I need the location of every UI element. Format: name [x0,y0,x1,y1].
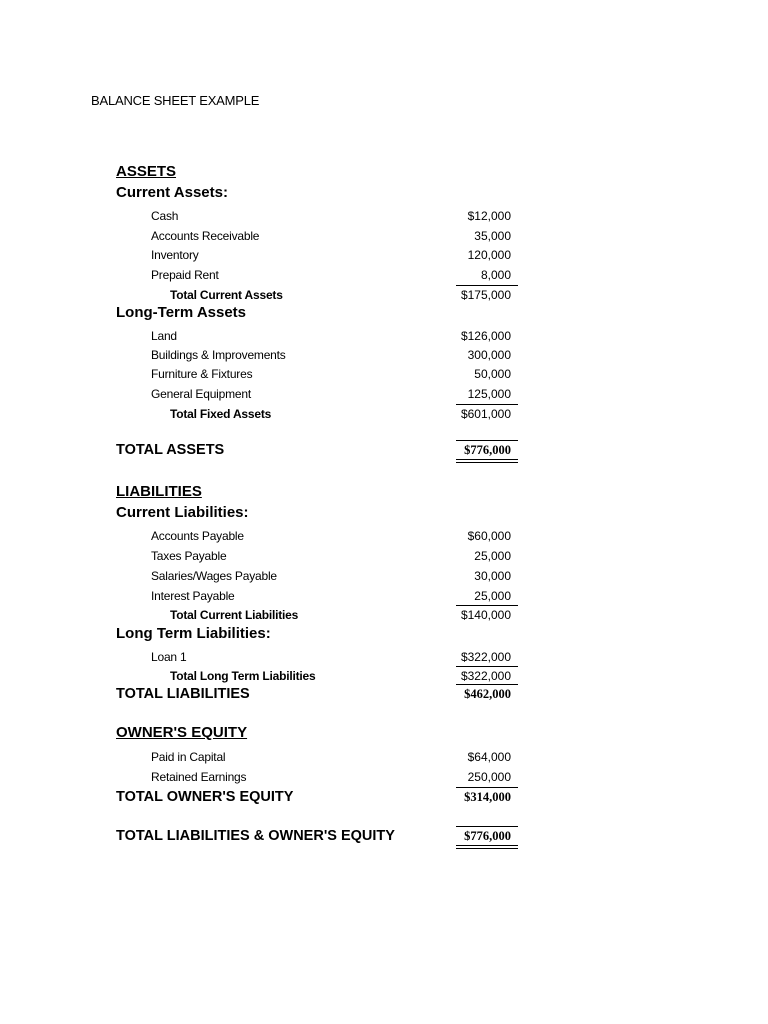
document-title: BALANCE SHEET EXAMPLE [91,93,260,108]
line-item-amount: 8,000 [480,268,511,282]
subtotal-row [0,605,768,625]
line-item [0,245,768,265]
line-item-label: Accounts Payable [151,529,244,543]
line-item [0,265,768,285]
line-item-label: Paid in Capital [151,750,226,764]
line-item [0,647,768,667]
line-item [0,326,768,346]
line-item [0,226,768,246]
equity-heading [0,724,768,744]
subtotal-row [0,285,768,305]
total-assets-row [0,440,768,460]
subtotal-amount: $601,000 [460,407,511,421]
section-heading: OWNER'S EQUITY [116,724,248,741]
double-rule [456,459,518,463]
line-item-amount: 250,000 [467,770,511,784]
line-item-amount: $60,000 [467,529,511,543]
subtotal-label: Total Current Liabilities [170,608,299,622]
subtotal-label: Total Current Assets [170,288,283,302]
rule-line [456,285,518,286]
line-item [0,526,768,546]
grand-total-label: TOTAL LIABILITIES & OWNER'S EQUITY [116,828,395,844]
line-item-label: Land [151,329,177,343]
section-heading: ASSETS [116,163,177,180]
long-term-liabilities-heading [0,625,768,645]
total-equity-row [0,787,768,807]
subtotal-label: Total Long Term Liabilities [170,669,316,683]
line-item [0,384,768,404]
line-item-label: Loan 1 [151,650,187,664]
total-amount: $314,000 [464,790,511,804]
subtotal-row [0,666,768,686]
total-label: TOTAL LIABILITIES [116,686,250,702]
rule-line [456,787,518,788]
rule-line [456,605,518,606]
line-item-amount: 35,000 [474,229,511,243]
current-liabilities-heading [0,504,768,524]
line-item-label: Buildings & Improvements [151,348,286,362]
long-term-assets-heading [0,304,768,324]
line-item-label: Salaries/Wages Payable [151,569,277,583]
subtotal-label: Total Fixed Assets [170,407,272,421]
line-item-label: Furniture & Fixtures [151,367,253,381]
line-item-amount: 120,000 [467,248,511,262]
double-rule [456,845,518,849]
line-item-label: Prepaid Rent [151,268,219,282]
subtotal-amount: $140,000 [460,608,511,622]
line-item-label: Retained Earnings [151,770,247,784]
rule-line [456,666,518,667]
line-item [0,364,768,384]
line-item [0,206,768,226]
line-item [0,566,768,586]
rule-line [456,440,518,441]
assets-heading [0,163,768,183]
total-label: TOTAL OWNER'S EQUITY [116,789,294,805]
rule-line [456,826,518,827]
line-item-amount: $64,000 [467,750,511,764]
line-item-amount: 125,000 [467,387,511,401]
rule-line [456,404,518,405]
line-item [0,546,768,566]
subtotal-amount: $175,000 [460,288,511,302]
line-item [0,747,768,767]
total-label: TOTAL ASSETS [116,442,225,458]
grand-total-amount: $776,000 [464,829,511,843]
current-assets-heading [0,184,768,204]
line-item-label: Interest Payable [151,589,235,603]
rule-line [456,684,518,685]
line-item-amount: $12,000 [467,209,511,223]
line-item-label: Cash [151,209,179,223]
line-item-amount: 25,000 [474,549,511,563]
line-item-amount: $126,000 [460,329,511,343]
line-item [0,767,768,787]
subsection-heading: Long-Term Assets [116,304,247,321]
subtotal-row [0,404,768,424]
line-item-label: General Equipment [151,387,251,401]
line-item-amount: 25,000 [474,589,511,603]
line-item [0,345,768,365]
line-item-label: Inventory [151,248,199,262]
liabilities-heading [0,483,768,503]
total-amount: $776,000 [464,443,511,457]
total-liabilities-row [0,684,768,704]
section-heading: LIABILITIES [116,483,202,500]
subsection-heading: Long Term Liabilities: [116,625,271,642]
line-item-label: Accounts Receivable [151,229,260,243]
total-amount: $462,000 [464,687,511,701]
line-item-amount: 300,000 [467,348,511,362]
line-item-amount: 50,000 [474,367,511,381]
line-item-amount: $322,000 [460,650,511,664]
subsection-heading: Current Assets: [116,184,228,201]
line-item [0,586,768,606]
line-item-label: Taxes Payable [151,549,227,563]
line-item-amount: 30,000 [474,569,511,583]
subsection-heading: Current Liabilities: [116,504,249,521]
grand-total-row [0,826,768,846]
subtotal-amount: $322,000 [460,669,511,683]
